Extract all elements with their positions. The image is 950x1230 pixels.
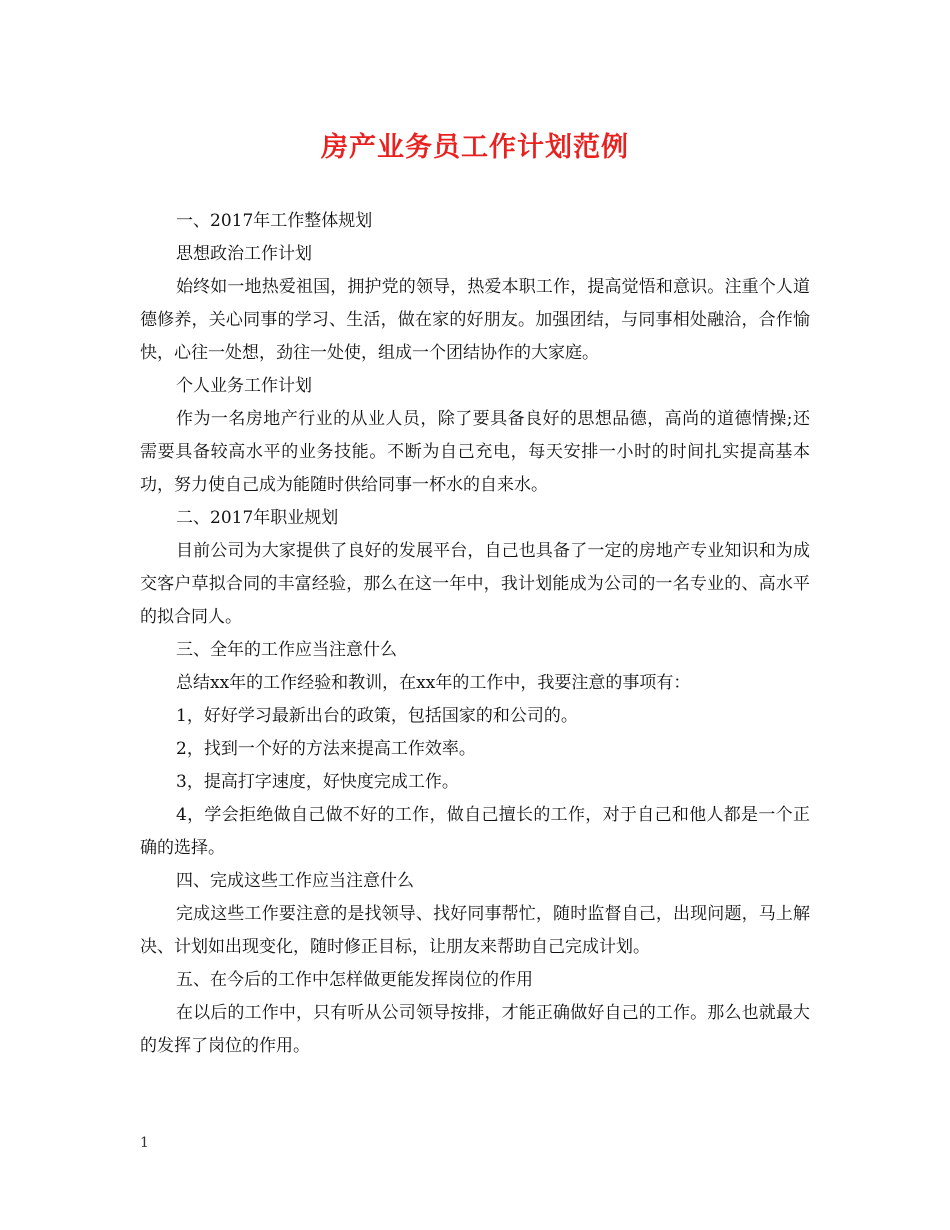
section-heading-3: 三、全年的工作应当注意什么 — [176, 640, 397, 660]
paragraph: 在以后的工作中，只有听从公司领导按排，才能正确做好自己的工作。那么也就最大的发挥了岗位的作用。 — [140, 1003, 810, 1056]
section-heading-2: 二、2017年职业规划 — [176, 508, 339, 528]
document-body — [140, 205, 810, 1063]
list-item: 4，学会拒绝做自己做不好的工作，做自己擅长的工作，对于自己和他人都是一个正确的选择。 — [140, 805, 810, 858]
paragraph: 始终如一地热爱祖国，拥护党的领导，热爱本职工作，提高觉悟和意识。注重个人道德修养，关心同事的学习、生活，做在家的好朋友。加强团结，与同事相处融洽，合作愉快，心往一处想，劲往一处使，组成一个团结协作的大家庭。 — [140, 277, 810, 363]
list-item: 3，提高打字速度，好快度完成工作。 — [176, 772, 459, 792]
paragraph: 总结xx年的工作经验和教训，在xx年的工作中，我要注意的事项有： — [176, 673, 691, 693]
subheading-political-plan: 思想政治工作计划 — [176, 244, 312, 264]
list-item: 1，好好学习最新出台的政策，包括国家的和公司的。 — [176, 706, 578, 726]
section-heading-4: 四、完成这些工作应当注意什么 — [176, 871, 414, 891]
paragraph: 完成这些工作要注意的是找领导、找好同事帮忙，随时监督自己，出现问题，马上解决、计划如出现变化，随时修正目标，让朋友来帮助自己完成计划。 — [140, 904, 810, 957]
section-heading-5: 五、在今后的工作中怎样做更能发挥岗位的作用 — [176, 970, 533, 990]
document-title: 房产业务员工作计划范例 — [321, 132, 629, 163]
paragraph: 目前公司为大家提供了良好的发展平台，自己也具备了一定的房地产专业知识和为成交客户草拟合同的丰富经验，那么在这一年中，我计划能成为公司的一名专业的、高水平的拟合同人。 — [140, 541, 810, 627]
list-item: 2，找到一个好的方法来提高工作效率。 — [176, 739, 476, 759]
paragraph: 作为一名房地产行业的从业人员，除了要具备良好的思想品德，高尚的道德情操;还需要具备较高水平的业务技能。不断为自己充电，每天安排一小时的时间扎实提高基本功，努力使自己成为能随时供给同事一杯水的自来水。 — [140, 409, 810, 495]
subheading-business-plan: 个人业务工作计划 — [176, 376, 312, 396]
section-heading-1: 一、2017年工作整体规划 — [176, 211, 373, 231]
page-number: 1 — [140, 1135, 149, 1151]
